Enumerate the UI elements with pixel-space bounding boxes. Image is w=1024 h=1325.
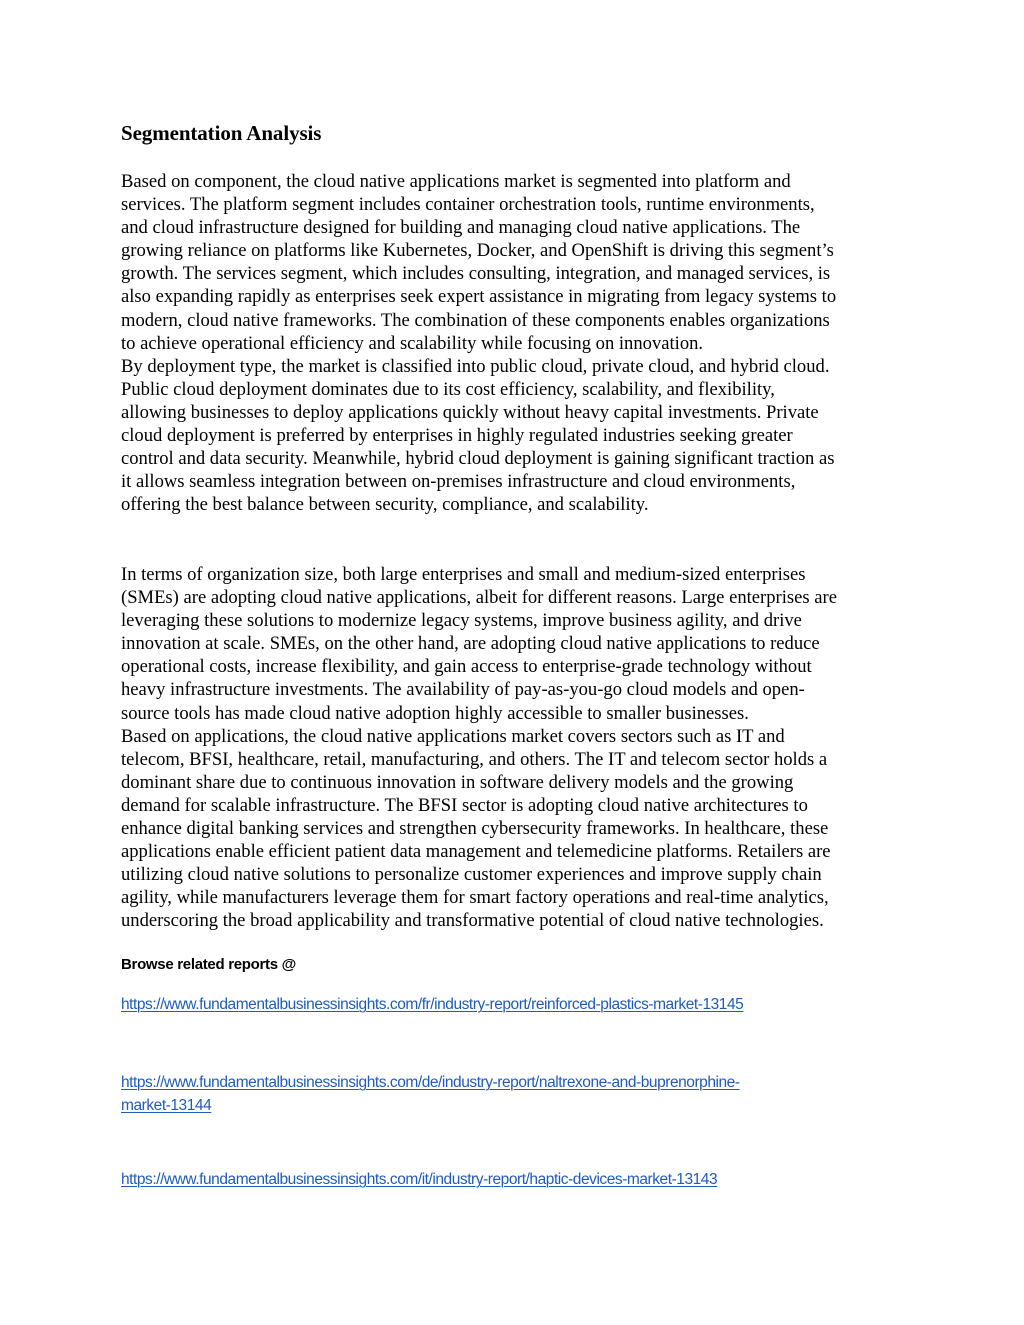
link-text[interactable]: https://www.fundamentalbusinessinsights.com/it/industry-report/haptic-devices-market-13143 — [121, 1171, 718, 1188]
text-line: it allows seamless integration between on-premises infrastructure and cloud environments, — [121, 471, 796, 493]
text-line: Based on component, the cloud native applications market is segmented into platform and — [121, 171, 791, 192]
text-line: Public cloud deployment dominates due to its cost efficiency, scalability, and flexibility, — [121, 378, 775, 400]
text-line: leveraging these solutions to modernize legacy systems, improve business agility, and drive — [121, 610, 802, 632]
text-line: applications enable efficient patient data management and telemedicine platforms. Retailers are — [121, 841, 831, 863]
related-reports-heading: Browse related reports @ — [121, 956, 296, 973]
text-line: agility, while manufacturers leverage them for smart factory operations and real-time analytics, — [121, 887, 829, 909]
text-line: control and data security. Meanwhile, hybrid cloud deployment is gaining significant traction as — [121, 448, 835, 470]
text-line: allowing businesses to deploy applications quickly without heavy capital investments. Private — [121, 401, 819, 423]
text-line: demand for scalable infrastructure. The BFSI sector is adopting cloud native architectures to — [121, 794, 808, 816]
paragraph-organization-applications — [121, 563, 837, 933]
link-text[interactable]: https://www.fundamentalbusinessinsights.com/fr/industry-report/reinforced-plastics-market-13145 — [121, 996, 744, 1013]
text-line: growth. The services segment, which includes consulting, integration, and managed services, is — [121, 263, 831, 285]
text-line: enhance digital banking services and strengthen cybersecurity frameworks. In healthcare, these — [121, 818, 829, 840]
text-line: offering the best balance between security, compliance, and scalability. — [121, 494, 649, 516]
paragraph-component-deployment — [121, 170, 836, 516]
text-line: Based on applications, the cloud native applications market covers sectors such as IT and — [121, 725, 785, 747]
related-report-link-reinforced-plastics[interactable] — [121, 993, 743, 1016]
related-report-link-naltrexone-buprenorphine[interactable] — [121, 1071, 740, 1117]
text-line: In terms of organization size, both large enterprises and small and medium-sized enterprises — [121, 564, 806, 585]
text-line: also expanding rapidly as enterprises seek expert assistance in migrating from legacy systems to — [121, 286, 837, 308]
text-line: to achieve operational efficiency and scalability while focusing on innovation. — [121, 332, 704, 354]
text-line: operational costs, increase flexibility, and gain access to enterprise-grade technology without — [121, 656, 812, 678]
text-line: underscoring the broad applicability and transformative potential of cloud native technologies. — [121, 910, 824, 932]
link-text[interactable]: https://www.fundamentalbusinessinsights.com/de/industry-report/naltrexone-and-buprenorphine- — [121, 1074, 740, 1091]
link-text[interactable]: market-13144 — [121, 1097, 212, 1114]
text-line: innovation at scale. SMEs, on the other hand, are adopting cloud native applications to reduce — [121, 633, 820, 655]
text-line: growing reliance on platforms like Kubernetes, Docker, and OpenShift is driving this segment’s — [121, 240, 834, 262]
text-line: dominant share due to continuous innovation in software delivery models and the growing — [121, 771, 794, 793]
text-line: (SMEs) are adopting cloud native applications, albeit for different reasons. Large enterprises are — [121, 587, 837, 609]
text-line: services. The platform segment includes container orchestration tools, runtime environments, — [121, 194, 815, 216]
text-line: and cloud infrastructure designed for building and managing cloud native applications. The — [121, 217, 801, 239]
section-title: Segmentation Analysis — [121, 121, 322, 145]
text-line: heavy infrastructure investments. The availability of pay-as-you-go cloud models and open- — [121, 679, 805, 701]
text-line: modern, cloud native frameworks. The combination of these components enables organizations — [121, 309, 830, 331]
text-line: cloud deployment is preferred by enterprises in highly regulated industries seeking greater — [121, 425, 793, 447]
related-report-link-haptic-devices[interactable] — [121, 1168, 717, 1191]
text-line: source tools has made cloud native adoption highly accessible to smaller businesses. — [121, 702, 749, 724]
text-line: By deployment type, the market is classified into public cloud, private cloud, and hybrid cloud. — [121, 355, 830, 377]
text-line: utilizing cloud native solutions to personalize customer experiences and improve supply chain — [121, 864, 822, 886]
text-line: telecom, BFSI, healthcare, retail, manufacturing, and others. The IT and telecom sector holds a — [121, 748, 828, 770]
